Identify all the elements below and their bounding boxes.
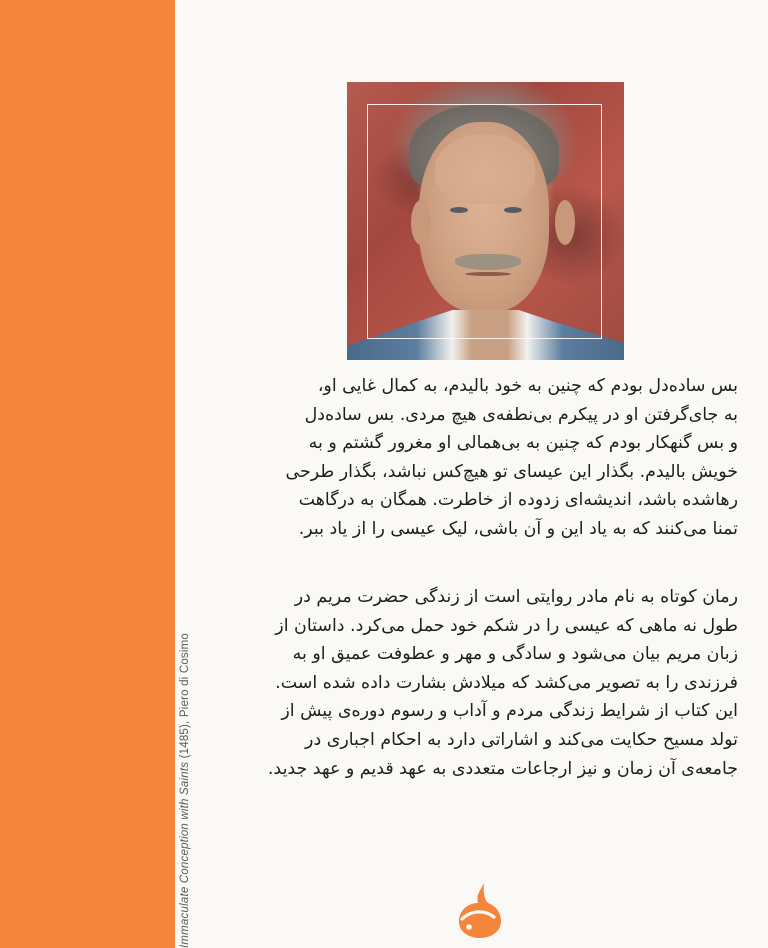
cover-art-caption <box>178 633 192 948</box>
synopsis-line: زبان مریم بیان می‌شود و سادگی و مهر و عطوفت عمیق او به <box>292 644 738 665</box>
quote-line: رهاشده باشد، اندیشه‌ای زدوده از خاطرت. همگان به درگاهت <box>298 490 738 511</box>
photo-inset-frame <box>367 104 602 339</box>
quote-line: خویش بالیدم. بگذار این عیسای تو هیچ‌کس نباشد، بگذار طرحی <box>285 461 738 482</box>
publisher-logo <box>454 881 504 939</box>
artwork-year-artist: (1485), Piero di Cosimo <box>179 632 191 762</box>
synopsis-paragraph <box>228 583 738 783</box>
quote-paragraph <box>228 372 738 544</box>
synopsis-line: رمان کوتاه به نام مادر روایتی است از زندگی حضرت مریم در <box>294 587 738 607</box>
artwork-title: Immaculate Conception with Saints <box>179 761 191 948</box>
quote-line: به جای‌گرفتن او در پیکرم بی‌نطفه‌ی هیچ مردی. بس ساده‌دل <box>304 404 738 425</box>
quote-line: و بس گنهکار بودم که چنین به بی‌همالی او مغرور گشتم و به <box>308 433 738 454</box>
orange-spine-band <box>0 0 175 948</box>
flame-drop-logo-icon <box>454 881 504 939</box>
quote-line: تمنا می‌کنند که به یاد این و آن باشی، لیک عیسی را از یاد ببر. <box>298 518 738 539</box>
quote-line: بس ساده‌دل بودم که چنین به خود بالیدم، به کمال غایی او، <box>317 376 738 396</box>
synopsis-line: جامعه‌ی آن زمان و نیز ارجاعات متعددی به عهد قدیم و عهد جدید. <box>267 758 738 779</box>
synopsis-line: تولد مسیح حکایت می‌کند و اشاراتی دارد به احکام اجباری در <box>305 729 738 750</box>
synopsis-line: این کتاب از شرایط زندگی مردم و آداب و رسوم دوره‌ی پیش از <box>281 701 738 722</box>
synopsis-line: طول نه ماهی که عیسی را در شکم خود حمل می‌کرد. داستان از <box>275 615 738 636</box>
author-photo <box>347 82 624 360</box>
synopsis-line: فرزندی را به تصویر می‌کشد که میلادش بشارت داده شده است. <box>275 672 738 693</box>
